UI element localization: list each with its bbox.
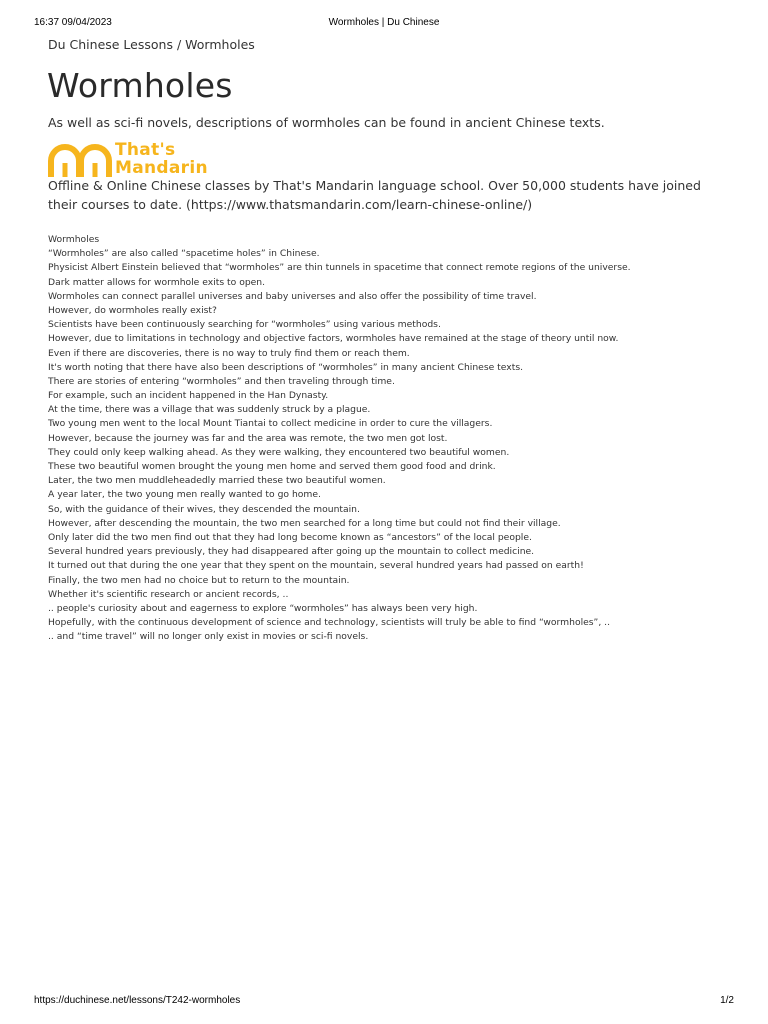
article-line: “Wormholes” are also called “spacetime holes” in Chinese.: [48, 248, 320, 260]
article-line: .. people's curiosity about and eagerness to explore “wormholes” has always been very high.: [48, 602, 478, 614]
logo-wordmark: [115, 141, 208, 177]
print-footer: [34, 995, 734, 1009]
article-line: For example, such an incident happened in the Han Dynasty.: [48, 390, 329, 402]
thats-mandarin-logo[interactable]: [48, 141, 248, 179]
breadcrumb-parent-link[interactable]: Du Chinese Lessons: [48, 37, 173, 52]
print-page-title: Wormholes | Du Chinese: [328, 17, 440, 28]
logo-line-2: Mandarin: [115, 158, 208, 178]
article-line: Scientists have been continuously searching for “wormholes” using various methods.: [48, 319, 441, 331]
article-body: [48, 233, 728, 644]
article-line: Physicist Albert Einstein believed that “wormholes” are thin tunnels in spacetime that connect remote regions of the universe.: [48, 262, 631, 274]
article-line: Wormholes can connect parallel universes and baby universes and also offer the possibility of time travel.: [48, 290, 537, 302]
article-line: .. and “time travel” will no longer only exist in movies or sci-fi novels.: [48, 631, 369, 643]
article-line: Whether it's scientific research or ancient records, ..: [48, 588, 289, 600]
article-line: However, do wormholes really exist?: [48, 304, 217, 316]
article-line: It's worth noting that there have also been descriptions of “wormholes” in many ancient Chinese texts.: [48, 361, 524, 373]
article-line: At the time, there was a village that was suddenly struck by a plague.: [48, 404, 371, 416]
page-title: Wormholes: [47, 66, 233, 105]
article-line: They could only keep walking ahead. As they were walking, they encountered two beautiful women.: [48, 446, 510, 458]
article-line: Hopefully, with the continuous development of science and technology, scientists will truly be able to find “wormholes”, ..: [48, 617, 610, 629]
print-url: https://duchinese.net/lessons/T242-wormholes: [34, 995, 241, 1006]
article-line: However, after descending the mountain, the two men searched for a long time but could not find their village.: [48, 517, 561, 529]
breadcrumb-current: Wormholes: [185, 37, 255, 52]
page-subtitle: As well as sci-fi novels, descriptions of wormholes can be found in ancient Chinese texts.: [48, 115, 605, 130]
article-line: Even if there are discoveries, there is no way to truly find them or reach them.: [48, 347, 410, 359]
promo-text: [48, 176, 728, 214]
article-heading: Wormholes: [48, 234, 100, 245]
article-line: Dark matter allows for wormhole exits to open.: [48, 276, 266, 288]
promo-body: Offline & Online Chinese classes by That's Mandarin language school. Over 50,000 students have joined their courses to date.: [48, 178, 701, 212]
print-page-number: 1/2: [720, 995, 734, 1006]
article-line: There are stories of entering “wormholes” and then traveling through time.: [48, 375, 395, 387]
article-line: However, because the journey was far and the area was remote, the two men got lost.: [48, 432, 448, 444]
article-line: So, with the guidance of their wives, they descended the mountain.: [48, 503, 360, 515]
article-line: Finally, the two men had no choice but to return to the mountain.: [48, 574, 350, 586]
mandarin-arch-icon: [48, 141, 112, 179]
page-content: [48, 37, 728, 644]
promo-link[interactable]: (https://www.thatsmandarin.com/learn-chinese-online/): [186, 197, 533, 212]
breadcrumb-separator: /: [172, 37, 186, 52]
print-timestamp: 16:37 09/04/2023: [34, 17, 112, 28]
article-line: Two young men went to the local Mount Tiantai to collect medicine in order to cure the villagers.: [48, 418, 493, 430]
article-line: These two beautiful women brought the young men home and served them good food and drink.: [48, 461, 496, 472]
breadcrumb: [48, 37, 728, 53]
article-line: It turned out that during the one year that they spent on the mountain, several hundred years had passed on earth!: [48, 560, 584, 572]
article-line: Later, the two men muddleheadedly married these two beautiful women.: [48, 475, 386, 487]
article-line: Several hundred years previously, they had disappeared after going up the mountain to collect medicine.: [48, 546, 535, 558]
logo-line-1: That's: [115, 140, 176, 160]
print-header: [34, 17, 734, 31]
article-line: A year later, the two young men really wanted to go home.: [48, 489, 321, 501]
article-line: However, due to limitations in technology and objective factors, wormholes have remained at the stage of theory until now.: [48, 333, 619, 345]
article-line: Only later did the two men find out that they had long become known as “ancestors” of the local people.: [48, 531, 532, 543]
